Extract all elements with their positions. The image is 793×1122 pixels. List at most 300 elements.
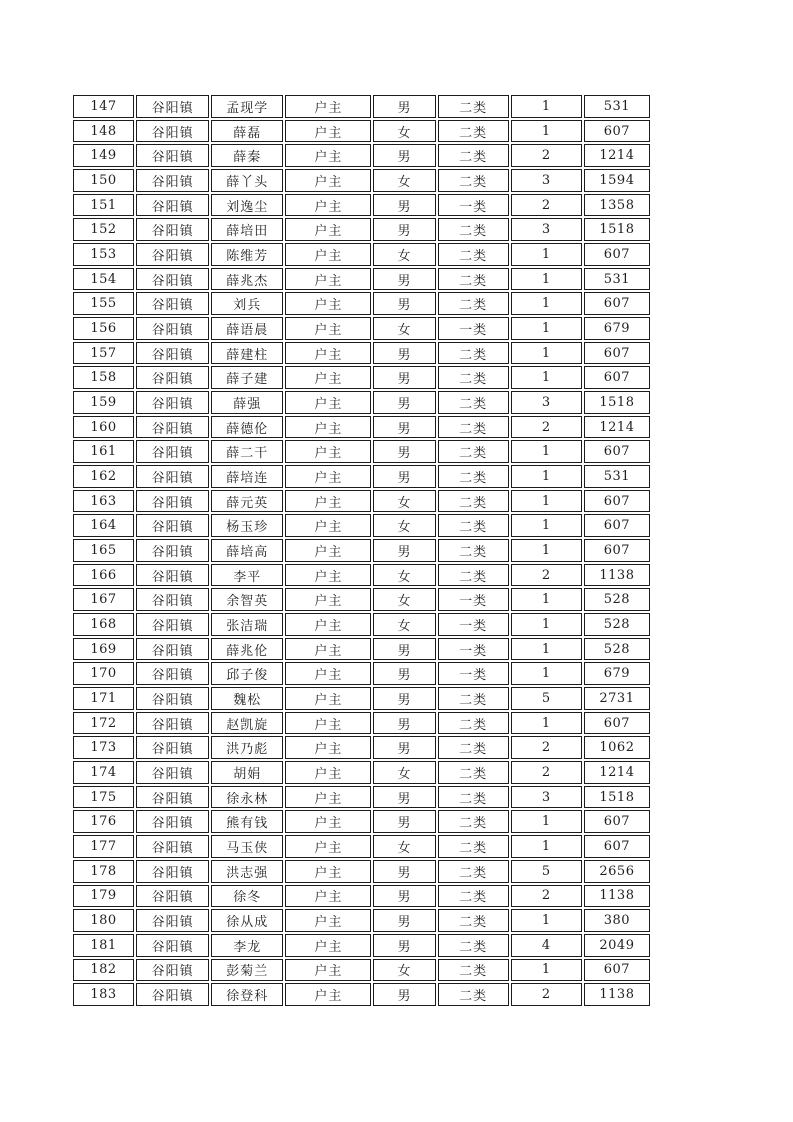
table-row (73, 366, 650, 389)
cell-town: 谷阳镇 (136, 712, 209, 735)
cell-serial: 149 (73, 144, 134, 167)
cell-serial: 154 (73, 268, 134, 291)
cell-count: 1 (511, 539, 582, 562)
cell-gender: 男 (373, 638, 435, 661)
cell-amount: 607 (584, 243, 650, 266)
cell-name: 张洁瑞 (211, 613, 283, 636)
cell-count: 1 (511, 317, 582, 340)
cell-amount: 679 (584, 317, 650, 340)
cell-name: 陈维芳 (211, 243, 283, 266)
cell-category: 一类 (438, 588, 509, 611)
cell-gender: 男 (373, 144, 435, 167)
cell-serial: 174 (73, 761, 134, 784)
table-row (73, 514, 650, 537)
cell-town: 谷阳镇 (136, 144, 209, 167)
cell-name: 马玉侠 (211, 835, 283, 858)
cell-relation: 户主 (285, 662, 371, 685)
cell-gender: 女 (373, 588, 435, 611)
cell-serial: 151 (73, 194, 134, 217)
cell-gender: 男 (373, 736, 435, 759)
cell-category: 二类 (438, 885, 509, 908)
cell-count: 1 (511, 95, 582, 118)
cell-gender: 女 (373, 835, 435, 858)
cell-relation: 户主 (285, 539, 371, 562)
cell-relation: 户主 (285, 268, 371, 291)
cell-gender: 男 (373, 342, 435, 365)
table-row (73, 662, 650, 685)
cell-name: 薛培高 (211, 539, 283, 562)
cell-relation: 户主 (285, 514, 371, 537)
table-row (73, 761, 650, 784)
cell-relation: 户主 (285, 835, 371, 858)
cell-name: 洪乃彪 (211, 736, 283, 759)
cell-name: 李平 (211, 564, 283, 587)
cell-name: 刘逸尘 (211, 194, 283, 217)
table-row (73, 342, 650, 365)
cell-town: 谷阳镇 (136, 959, 209, 982)
cell-gender: 女 (373, 761, 435, 784)
cell-gender: 男 (373, 292, 435, 315)
cell-name: 薛元英 (211, 490, 283, 513)
cell-category: 二类 (438, 934, 509, 957)
cell-amount: 607 (584, 366, 650, 389)
cell-town: 谷阳镇 (136, 95, 209, 118)
cell-amount: 1594 (584, 169, 650, 192)
cell-gender: 女 (373, 564, 435, 587)
cell-count: 1 (511, 490, 582, 513)
cell-count: 1 (511, 465, 582, 488)
cell-gender: 男 (373, 810, 435, 833)
cell-category: 二类 (438, 860, 509, 883)
cell-town: 谷阳镇 (136, 342, 209, 365)
cell-count: 1 (511, 366, 582, 389)
cell-count: 2 (511, 416, 582, 439)
cell-serial: 169 (73, 638, 134, 661)
cell-serial: 177 (73, 835, 134, 858)
cell-count: 1 (511, 613, 582, 636)
cell-amount: 607 (584, 835, 650, 858)
cell-count: 1 (511, 662, 582, 685)
roster-table-body (73, 95, 650, 1006)
table-row (73, 218, 650, 241)
cell-gender: 男 (373, 983, 435, 1006)
cell-town: 谷阳镇 (136, 687, 209, 710)
cell-serial: 163 (73, 490, 134, 513)
cell-town: 谷阳镇 (136, 169, 209, 192)
cell-relation: 户主 (285, 613, 371, 636)
cell-relation: 户主 (285, 959, 371, 982)
cell-town: 谷阳镇 (136, 934, 209, 957)
cell-name: 赵凯旋 (211, 712, 283, 735)
cell-amount: 1214 (584, 416, 650, 439)
cell-town: 谷阳镇 (136, 465, 209, 488)
cell-gender: 男 (373, 416, 435, 439)
cell-gender: 男 (373, 391, 435, 414)
cell-category: 二类 (438, 687, 509, 710)
cell-gender: 男 (373, 218, 435, 241)
cell-category: 一类 (438, 613, 509, 636)
cell-relation: 户主 (285, 144, 371, 167)
cell-relation: 户主 (285, 810, 371, 833)
cell-serial: 183 (73, 983, 134, 1006)
cell-gender: 男 (373, 860, 435, 883)
table-row (73, 169, 650, 192)
cell-amount: 1214 (584, 761, 650, 784)
cell-relation: 户主 (285, 169, 371, 192)
cell-gender: 女 (373, 613, 435, 636)
cell-town: 谷阳镇 (136, 416, 209, 439)
cell-category: 二类 (438, 218, 509, 241)
cell-count: 3 (511, 218, 582, 241)
cell-amount: 607 (584, 490, 650, 513)
cell-count: 1 (511, 292, 582, 315)
table-row (73, 860, 650, 883)
cell-category: 二类 (438, 292, 509, 315)
cell-count: 2 (511, 983, 582, 1006)
cell-amount: 607 (584, 959, 650, 982)
table-row (73, 490, 650, 513)
cell-name: 薛兆杰 (211, 268, 283, 291)
cell-category: 二类 (438, 465, 509, 488)
cell-name: 薛强 (211, 391, 283, 414)
cell-name: 李龙 (211, 934, 283, 957)
cell-serial: 148 (73, 120, 134, 143)
cell-serial: 178 (73, 860, 134, 883)
cell-town: 谷阳镇 (136, 243, 209, 266)
cell-town: 谷阳镇 (136, 366, 209, 389)
table-row (73, 736, 650, 759)
cell-serial: 155 (73, 292, 134, 315)
cell-category: 二类 (438, 909, 509, 932)
cell-category: 二类 (438, 416, 509, 439)
cell-gender: 男 (373, 539, 435, 562)
cell-category: 二类 (438, 169, 509, 192)
cell-category: 二类 (438, 539, 509, 562)
cell-town: 谷阳镇 (136, 514, 209, 537)
cell-category: 二类 (438, 366, 509, 389)
cell-amount: 1138 (584, 564, 650, 587)
cell-relation: 户主 (285, 736, 371, 759)
cell-gender: 男 (373, 909, 435, 932)
cell-relation: 户主 (285, 638, 371, 661)
cell-town: 谷阳镇 (136, 662, 209, 685)
cell-relation: 户主 (285, 416, 371, 439)
cell-count: 2 (511, 761, 582, 784)
cell-amount: 679 (584, 662, 650, 685)
cell-gender: 男 (373, 934, 435, 957)
cell-relation: 户主 (285, 761, 371, 784)
cell-town: 谷阳镇 (136, 391, 209, 414)
cell-town: 谷阳镇 (136, 588, 209, 611)
cell-amount: 380 (584, 909, 650, 932)
cell-serial: 182 (73, 959, 134, 982)
cell-name: 徐从成 (211, 909, 283, 932)
cell-amount: 531 (584, 95, 650, 118)
cell-name: 徐冬 (211, 885, 283, 908)
cell-gender: 男 (373, 268, 435, 291)
table-row (73, 268, 650, 291)
cell-name: 彭菊兰 (211, 959, 283, 982)
cell-town: 谷阳镇 (136, 120, 209, 143)
cell-name: 胡娟 (211, 761, 283, 784)
cell-count: 2 (511, 144, 582, 167)
cell-relation: 户主 (285, 934, 371, 957)
cell-town: 谷阳镇 (136, 292, 209, 315)
cell-serial: 167 (73, 588, 134, 611)
cell-category: 二类 (438, 440, 509, 463)
cell-amount: 528 (584, 613, 650, 636)
table-row (73, 613, 650, 636)
cell-gender: 女 (373, 490, 435, 513)
cell-amount: 1358 (584, 194, 650, 217)
cell-count: 1 (511, 268, 582, 291)
cell-name: 薛建柱 (211, 342, 283, 365)
cell-category: 二类 (438, 268, 509, 291)
cell-relation: 户主 (285, 366, 371, 389)
cell-serial: 153 (73, 243, 134, 266)
cell-name: 余智英 (211, 588, 283, 611)
cell-category: 二类 (438, 391, 509, 414)
cell-town: 谷阳镇 (136, 835, 209, 858)
cell-serial: 181 (73, 934, 134, 957)
cell-amount: 531 (584, 268, 650, 291)
table-row (73, 539, 650, 562)
cell-gender: 男 (373, 885, 435, 908)
resident-roster-table (71, 93, 652, 1008)
cell-amount: 531 (584, 465, 650, 488)
cell-amount: 1138 (584, 983, 650, 1006)
cell-gender: 女 (373, 959, 435, 982)
cell-town: 谷阳镇 (136, 736, 209, 759)
cell-amount: 2049 (584, 934, 650, 957)
cell-category: 一类 (438, 662, 509, 685)
cell-serial: 180 (73, 909, 134, 932)
cell-relation: 户主 (285, 885, 371, 908)
cell-category: 二类 (438, 243, 509, 266)
table-row (73, 909, 650, 932)
cell-gender: 男 (373, 687, 435, 710)
cell-count: 1 (511, 342, 582, 365)
cell-name: 薛培连 (211, 465, 283, 488)
cell-gender: 女 (373, 514, 435, 537)
cell-relation: 户主 (285, 860, 371, 883)
cell-town: 谷阳镇 (136, 268, 209, 291)
cell-town: 谷阳镇 (136, 539, 209, 562)
cell-serial: 175 (73, 786, 134, 809)
cell-relation: 户主 (285, 194, 371, 217)
table-row (73, 120, 650, 143)
cell-town: 谷阳镇 (136, 440, 209, 463)
cell-gender: 女 (373, 243, 435, 266)
table-row (73, 564, 650, 587)
cell-amount: 607 (584, 342, 650, 365)
cell-category: 二类 (438, 810, 509, 833)
cell-serial: 165 (73, 539, 134, 562)
table-row (73, 391, 650, 414)
cell-count: 2 (511, 736, 582, 759)
cell-amount: 1518 (584, 218, 650, 241)
cell-town: 谷阳镇 (136, 786, 209, 809)
cell-category: 二类 (438, 564, 509, 587)
table-row (73, 959, 650, 982)
cell-category: 二类 (438, 959, 509, 982)
cell-count: 1 (511, 588, 582, 611)
cell-category: 二类 (438, 490, 509, 513)
cell-serial: 150 (73, 169, 134, 192)
cell-town: 谷阳镇 (136, 613, 209, 636)
cell-count: 1 (511, 835, 582, 858)
cell-town: 谷阳镇 (136, 909, 209, 932)
cell-amount: 1062 (584, 736, 650, 759)
cell-gender: 男 (373, 95, 435, 118)
table-row (73, 934, 650, 957)
table-row (73, 638, 650, 661)
table-row (73, 317, 650, 340)
cell-town: 谷阳镇 (136, 638, 209, 661)
cell-serial: 158 (73, 366, 134, 389)
cell-name: 孟现学 (211, 95, 283, 118)
cell-amount: 528 (584, 638, 650, 661)
table-row (73, 687, 650, 710)
cell-name: 徐登科 (211, 983, 283, 1006)
cell-category: 二类 (438, 835, 509, 858)
cell-count: 1 (511, 243, 582, 266)
cell-count: 3 (511, 169, 582, 192)
cell-name: 薛德伦 (211, 416, 283, 439)
cell-name: 邱子俊 (211, 662, 283, 685)
cell-amount: 1518 (584, 391, 650, 414)
cell-count: 2 (511, 564, 582, 587)
cell-town: 谷阳镇 (136, 194, 209, 217)
cell-relation: 户主 (285, 983, 371, 1006)
cell-relation: 户主 (285, 909, 371, 932)
cell-amount: 607 (584, 810, 650, 833)
cell-relation: 户主 (285, 391, 371, 414)
table-row (73, 712, 650, 735)
cell-town: 谷阳镇 (136, 564, 209, 587)
cell-serial: 152 (73, 218, 134, 241)
cell-count: 3 (511, 391, 582, 414)
cell-gender: 女 (373, 317, 435, 340)
cell-relation: 户主 (285, 687, 371, 710)
cell-relation: 户主 (285, 712, 371, 735)
cell-relation: 户主 (285, 465, 371, 488)
cell-amount: 607 (584, 712, 650, 735)
cell-count: 5 (511, 687, 582, 710)
cell-name: 薛兆伦 (211, 638, 283, 661)
cell-name: 洪志强 (211, 860, 283, 883)
cell-serial: 176 (73, 810, 134, 833)
cell-gender: 女 (373, 120, 435, 143)
table-row (73, 95, 650, 118)
cell-relation: 户主 (285, 243, 371, 266)
cell-count: 1 (511, 712, 582, 735)
cell-name: 杨玉珍 (211, 514, 283, 537)
cell-category: 二类 (438, 761, 509, 784)
table-row (73, 885, 650, 908)
cell-town: 谷阳镇 (136, 317, 209, 340)
cell-serial: 159 (73, 391, 134, 414)
cell-town: 谷阳镇 (136, 983, 209, 1006)
cell-name: 薛磊 (211, 120, 283, 143)
cell-name: 薛培田 (211, 218, 283, 241)
table-row (73, 292, 650, 315)
cell-amount: 1214 (584, 144, 650, 167)
cell-amount: 607 (584, 120, 650, 143)
cell-gender: 男 (373, 662, 435, 685)
cell-serial: 170 (73, 662, 134, 685)
cell-count: 1 (511, 909, 582, 932)
cell-category: 二类 (438, 983, 509, 1006)
cell-gender: 女 (373, 169, 435, 192)
cell-amount: 607 (584, 440, 650, 463)
cell-amount: 2731 (584, 687, 650, 710)
cell-serial: 147 (73, 95, 134, 118)
cell-name: 薛丫头 (211, 169, 283, 192)
cell-amount: 528 (584, 588, 650, 611)
cell-gender: 男 (373, 465, 435, 488)
cell-serial: 161 (73, 440, 134, 463)
cell-relation: 户主 (285, 292, 371, 315)
cell-serial: 179 (73, 885, 134, 908)
cell-serial: 166 (73, 564, 134, 587)
cell-serial: 164 (73, 514, 134, 537)
cell-relation: 户主 (285, 440, 371, 463)
cell-category: 一类 (438, 317, 509, 340)
cell-category: 二类 (438, 95, 509, 118)
cell-town: 谷阳镇 (136, 490, 209, 513)
cell-serial: 162 (73, 465, 134, 488)
cell-category: 二类 (438, 514, 509, 537)
cell-town: 谷阳镇 (136, 860, 209, 883)
cell-category: 二类 (438, 786, 509, 809)
cell-relation: 户主 (285, 317, 371, 340)
cell-name: 薛秦 (211, 144, 283, 167)
cell-name: 薛二干 (211, 440, 283, 463)
cell-relation: 户主 (285, 786, 371, 809)
cell-count: 1 (511, 440, 582, 463)
cell-gender: 男 (373, 194, 435, 217)
cell-relation: 户主 (285, 120, 371, 143)
cell-serial: 168 (73, 613, 134, 636)
table-row (73, 983, 650, 1006)
cell-amount: 607 (584, 292, 650, 315)
cell-relation: 户主 (285, 342, 371, 365)
cell-relation: 户主 (285, 95, 371, 118)
table-row (73, 786, 650, 809)
cell-count: 1 (511, 959, 582, 982)
cell-count: 3 (511, 786, 582, 809)
table-row (73, 835, 650, 858)
cell-relation: 户主 (285, 588, 371, 611)
cell-category: 一类 (438, 194, 509, 217)
cell-gender: 男 (373, 366, 435, 389)
cell-category: 二类 (438, 342, 509, 365)
cell-serial: 172 (73, 712, 134, 735)
cell-count: 2 (511, 885, 582, 908)
table-row (73, 588, 650, 611)
cell-category: 二类 (438, 712, 509, 735)
cell-name: 徐永林 (211, 786, 283, 809)
cell-count: 2 (511, 194, 582, 217)
cell-amount: 1138 (584, 885, 650, 908)
cell-count: 1 (511, 638, 582, 661)
cell-name: 熊有钱 (211, 810, 283, 833)
table-row (73, 465, 650, 488)
cell-relation: 户主 (285, 564, 371, 587)
cell-relation: 户主 (285, 490, 371, 513)
cell-town: 谷阳镇 (136, 218, 209, 241)
